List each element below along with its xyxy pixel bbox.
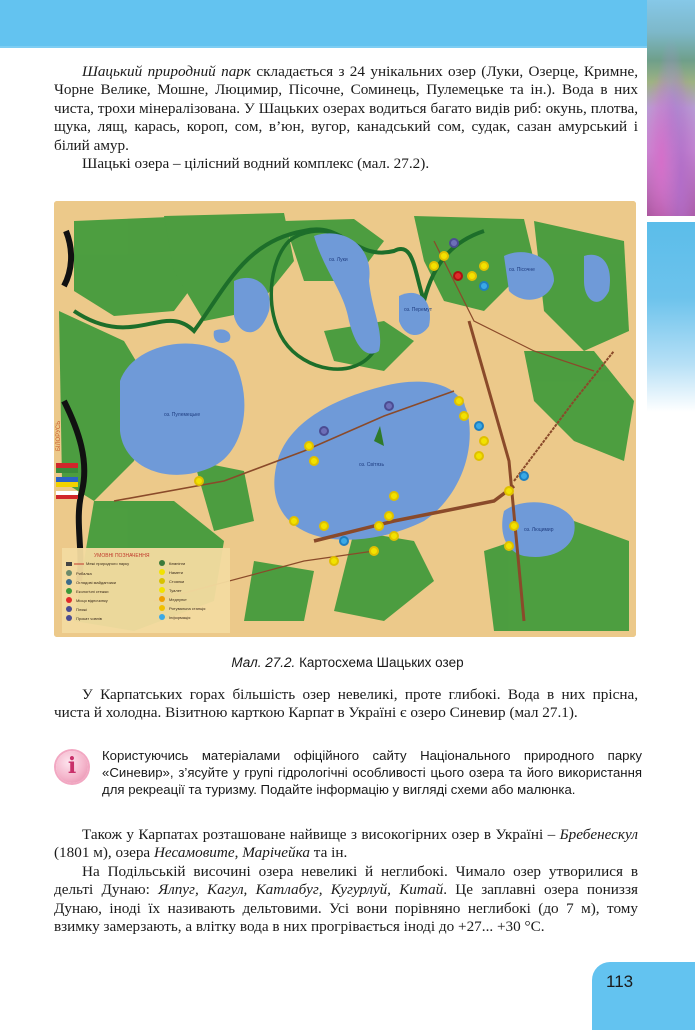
svg-text:оз. Люцимир: оз. Люцимир bbox=[524, 527, 554, 533]
svg-text:оз. Перемут: оз. Перемут bbox=[404, 307, 433, 313]
term-marycheika: Марічейка bbox=[242, 844, 310, 862]
term-danube-lakes: Ялпуг, Кагул, Катлабуг, Кугурлуй, Китай bbox=[158, 881, 444, 899]
svg-text:Намети: Намети bbox=[169, 570, 184, 575]
paragraph-carpathian-lakes: У Карпатських горах більшість озер невеликі, проте глибокі. Вода в них прісна, чиста й холодна. Візитною карткою Карпат в Україні є озеро Синевир (мал 27.1). bbox=[54, 686, 638, 722]
figure-number: Мал. 27.2. bbox=[231, 655, 296, 670]
svg-text:оз. Пулемецьке: оз. Пулемецьке bbox=[164, 412, 201, 418]
term-nesamovyte: Несамовите bbox=[153, 844, 235, 862]
svg-text:Місця відпочинку: Місця відпочинку bbox=[76, 598, 108, 603]
bottom-text bbox=[54, 826, 638, 936]
paragraph-text: складається з 24 унікальних озер (Луки, Озерце, Кримне, Чорне Велике, Мошне, Люцимир, Пісочне, Соминець, Пулемецьке та ін.). Вода в них чиста, трохи мінералізована. У Шацьких озерах водиться багато видів риб: окунь, плотва, щука, лящ, карась, короп, сом, в’юн, вугор, канадський сом, судак, сазан амурський і білий амур. bbox=[54, 63, 638, 154]
text-run: Також у Карпатах розташоване найвище з високогірних озер в Україні – bbox=[82, 826, 560, 843]
svg-text:Прокат човнів: Прокат човнів bbox=[76, 616, 102, 621]
svg-text:оз. Світязь: оз. Світязь bbox=[359, 462, 385, 468]
paragraph-danube-lakes bbox=[54, 863, 638, 937]
svg-text:Пляжі: Пляжі bbox=[76, 607, 87, 612]
intro-text bbox=[54, 63, 638, 173]
svg-text:Кемпінги: Кемпінги bbox=[169, 561, 186, 566]
page-number: 113 bbox=[606, 972, 634, 991]
svg-text:Екологічні стежки: Екологічні стежки bbox=[76, 589, 109, 594]
svg-text:Рибалка: Рибалка bbox=[76, 571, 92, 576]
text-run: та ін. bbox=[309, 844, 348, 862]
map-shatsk-lakes bbox=[54, 201, 636, 637]
svg-text:оз. Пісочне: оз. Пісочне bbox=[509, 267, 535, 273]
svg-text:Медпункт: Медпункт bbox=[169, 597, 187, 602]
decorative-photo-crocus-meadow bbox=[647, 0, 695, 216]
term-brebeneskul: Бребенескул bbox=[559, 826, 638, 843]
svg-text:Туалет: Туалет bbox=[169, 588, 182, 593]
svg-text:Межі природного парку: Межі природного парку bbox=[86, 561, 130, 566]
paragraph-shatsk-park bbox=[54, 63, 638, 155]
side-gradient-bar bbox=[647, 222, 695, 412]
text-run: , bbox=[234, 844, 243, 862]
text-run: (1801 м), озера bbox=[54, 844, 154, 862]
info-task-box bbox=[54, 747, 644, 817]
paragraph-highland-lakes bbox=[54, 826, 638, 863]
svg-text:Стоянки: Стоянки bbox=[169, 579, 185, 584]
svg-text:Рятувальна станція: Рятувальна станція bbox=[169, 606, 206, 611]
border-label: БІЛОРУСЬ bbox=[56, 420, 62, 451]
text-run: На Подільській височині озера невеликі й неглибокі. Чимало озер утворилися в дельті Дунаю: bbox=[54, 862, 638, 899]
info-icon bbox=[56, 751, 88, 783]
figure-caption bbox=[0, 655, 695, 670]
info-icon-glyph: i bbox=[67, 753, 77, 779]
text-run: . Це заплавні озера пониззя Дунаю, іноді їх називають дельтовими. Усі вони порівняно неглибокі (до 7 м), тому взимку замерзають, а влітку вода в них прогрівається іноді до +27... +30 °С. bbox=[54, 881, 639, 936]
page-number-tab bbox=[592, 962, 695, 1030]
paragraph-lake-complex: Шацькі озера – цілісний водний комплекс (мал. 27.2). bbox=[82, 155, 430, 173]
carpathian-text bbox=[54, 686, 638, 723]
term-shatsk-park: Шацький природний парк bbox=[82, 63, 252, 80]
svg-text:УМОВНІ ПОЗНАЧЕННЯ: УМОВНІ ПОЗНАЧЕННЯ bbox=[94, 553, 150, 559]
info-task-text: Користуючись матеріалами офіційного сайту Національного природного парку «Синевир», з’ясуйте у групі гідрологічні особливості цього озера та його використання для рекреації та туризму. Подайте інформацію у вигляді схеми або малюнка. bbox=[102, 748, 642, 797]
header-band bbox=[0, 0, 648, 48]
svg-text:Інформація: Інформація bbox=[169, 615, 191, 620]
svg-text:оз. Луки: оз. Луки bbox=[329, 257, 348, 263]
figure-title: Картосхема Шацьких озер bbox=[295, 655, 464, 670]
svg-text:Оглядові майданчики: Оглядові майданчики bbox=[76, 580, 116, 585]
